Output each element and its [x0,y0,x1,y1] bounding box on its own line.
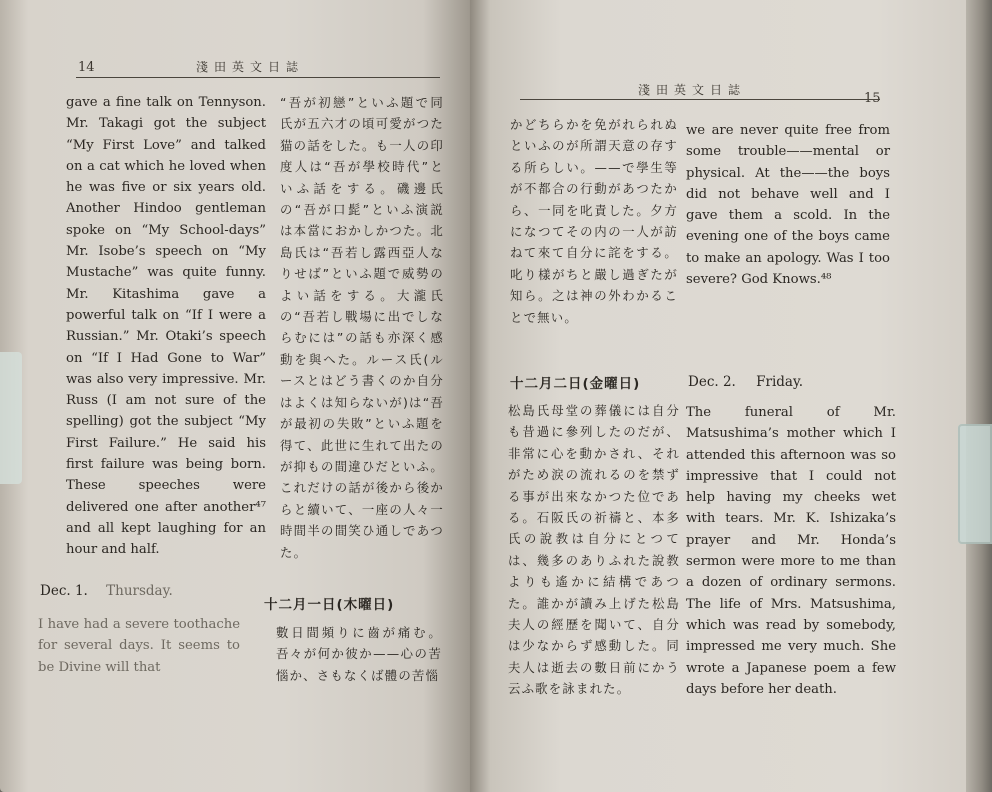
page-number-left: 14 [78,60,95,75]
entry-weekday: Friday. [756,374,804,390]
english-text-block [66,92,266,561]
right-page [470,0,978,792]
page-edge [966,0,992,792]
left-page [0,0,470,792]
page-number-right: 15 [864,91,881,106]
running-head-left: 淺田英文日誌 [196,60,305,74]
entry-date-jp: 十二月一日(木曜日) [264,597,395,613]
entry-paragraph-en-right: The funeral of Mr. Matsushima’s mother which I attended this afternoon was so impressive that I could not help having my cheeks wet with tears. Mr. K. Ishizaka’s prayer and Mr. Honda’s sermon were more to me than a dozen of ordinary sermons. The life of Mrs. Matsushima, which was read by somebody, impressed me very much. She wrote a Japanese poem a few days before her death. [686,405,896,697]
english-text-top [686,120,890,290]
bookmark-tab-right [958,424,992,544]
japanese-paragraph: “吾が初戀”といふ題で同氏が五六才の頃可愛がつた猫の話をした。も一人の印度人は“吾が學校時代”といふ話をする。磯邊氏の“吾が口髭”といふ演説は本當におかしかつた。北島氏は“吾若し露西亞人なりせば”といふ題で威勢のよい話をする。大瀧氏の“吾若し戰場に出でしならむには”の話も亦深く感動を與へた。ルース氏(ルースとはどう書くのか自分はよくは知らないが)は“吾が最初の失敗”といふ題を得て、此世に生れて出たのが抑もの間違ひだといふ。これだけの話が後から後からと續いて、一座の人々一時間半の間笑ひ通しであつた。 [280,95,444,560]
running-head-right: 淺田英文日誌 [638,83,747,97]
entry-date-en-right [688,374,803,390]
japanese-text-top [510,114,678,328]
english-paragraph-top: we are never quite free from some trouble——mental or physical. At the——the boys did not behave well and I gave them a scold. In the evening one of the boys came to make an apology. Was I too severe? God Knows.⁴⁸ [686,123,890,288]
entry-date: Dec. 2. [688,374,736,390]
entry-text-en-right [686,402,896,700]
entry-paragraph-en: I have had a severe toothache for several days. It seems to be Divine will that [38,617,240,675]
english-paragraph: gave a fine talk on Tennyson. Mr. Takagi got the subject “My First Love” and talked on a cat which he loved when he was five or six years old. Another Hindoo gentleman spoke on “My School-days” Mr. Isobe’s speech on “My Mustache” was quite funny. Mr. Kitashima gave a powerful talk on “If I were a Russian.” Mr. Otaki’s speech on “If I Had Gone to War” was also very impressive. Mr. Russ (I am not sure of the spelling) got the subject “My First Failure.” He said his first failure was being born. These speeches were delivered one after another⁴⁷ and all kept laughing for an hour and half. [66,95,266,558]
entry-text-en [38,614,240,678]
japanese-text-block [280,92,444,563]
entry-weekday: Thursday. [106,583,173,599]
entry-paragraph-jp-right: 松島氏母堂の葬儀には自分も昔過に參列したのだが、非常に心を動かされ、それがため涙の流れるのを禁ずる事が出來なかつた位である。石阪氏の祈禱と、本多氏の說教は自分にとつては、幾多のありふれた說教よりも遙かに結構であつた。誰かが讀み上げた松島夫人の經歷を聞いて、自分は少なからず感動した。同夫人は逝去の數日前にかう云ふ歌を詠まれた。 [508,403,680,697]
bookmark-tab-left [0,352,22,484]
entry-date-en [40,583,173,599]
entry-text-jp-right [508,400,680,700]
header-rule-right [520,99,880,100]
japanese-paragraph-top: かどちらかを免がれられぬといふのが所謂天意の存する所らしい。——で學生等が不都合の行動があつたから、一同を叱責した。夕方になつてその内の一人が訪ねて來て自分に詫をする。叱り樣がちと嚴し過ぎたが知ら。之は神の外わかることで無い。 [510,117,678,325]
entry-date-jp-right: 十二月二日(金曜日) [510,376,641,392]
header-rule-left [76,77,440,78]
entry-paragraph-jp: 數日間頻りに齒が痛む。吾々が何か彼か——心の苦惱か、さもなくば體の苦惱 [276,625,442,683]
entry-text-jp [276,622,442,686]
entry-date: Dec. 1. [40,583,88,599]
